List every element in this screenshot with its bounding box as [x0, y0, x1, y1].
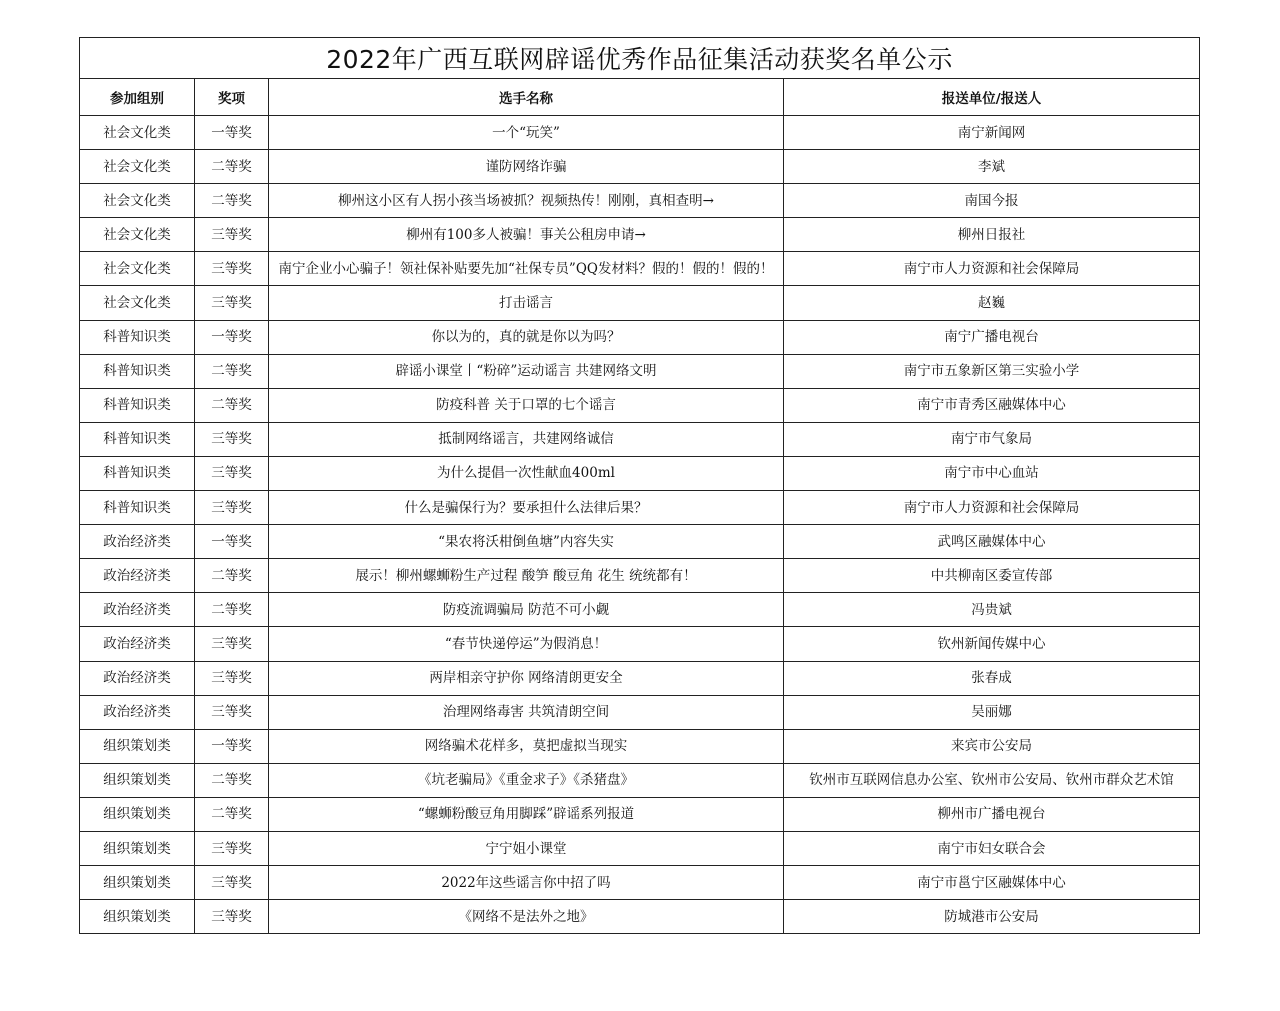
- cell-award: 二等奖: [195, 388, 269, 422]
- table-row: [80, 593, 1200, 627]
- cell-group: 科普知识类: [80, 456, 195, 490]
- table-row: [80, 388, 1200, 422]
- cell-group: 科普知识类: [80, 354, 195, 388]
- cell-work-name: “果农将沃柑倒鱼塘”内容失实: [269, 525, 784, 559]
- cell-submitter: 南宁市人力资源和社会保障局: [784, 252, 1200, 286]
- cell-work-name: 防疫科普 关于口罩的七个谣言: [269, 388, 784, 422]
- table-row: [80, 627, 1200, 661]
- cell-award: 三等奖: [195, 491, 269, 525]
- cell-submitter: 南宁新闻网: [784, 116, 1200, 150]
- award-list-sheet: [79, 37, 1199, 934]
- cell-group: 组织策划类: [80, 831, 195, 865]
- award-table: [79, 37, 1200, 934]
- cell-award: 三等奖: [195, 695, 269, 729]
- table-row: [80, 661, 1200, 695]
- cell-award: 二等奖: [195, 797, 269, 831]
- cell-work-name: 柳州这小区有人拐小孩当场被抓？视频热传！刚刚，真相查明→: [269, 184, 784, 218]
- cell-award: 一等奖: [195, 116, 269, 150]
- cell-group: 社会文化类: [80, 218, 195, 252]
- cell-award: 三等奖: [195, 627, 269, 661]
- cell-award: 三等奖: [195, 218, 269, 252]
- cell-group: 社会文化类: [80, 150, 195, 184]
- cell-submitter: 吴丽娜: [784, 695, 1200, 729]
- cell-group: 政治经济类: [80, 695, 195, 729]
- cell-award: 三等奖: [195, 286, 269, 320]
- cell-work-name: “螺蛳粉酸豆角用脚踩”辟谣系列报道: [269, 797, 784, 831]
- table-row: [80, 184, 1200, 218]
- cell-submitter: 南宁市五象新区第三实验小学: [784, 354, 1200, 388]
- cell-submitter: 柳州日报社: [784, 218, 1200, 252]
- cell-award: 二等奖: [195, 559, 269, 593]
- cell-work-name: 什么是骗保行为？要承担什么法律后果？: [269, 491, 784, 525]
- table-row: [80, 116, 1200, 150]
- cell-group: 政治经济类: [80, 661, 195, 695]
- column-header-group: 参加组别: [80, 79, 195, 116]
- table-row: [80, 525, 1200, 559]
- cell-award: 三等奖: [195, 866, 269, 900]
- cell-award: 一等奖: [195, 320, 269, 354]
- table-row: [80, 797, 1200, 831]
- cell-submitter: 南宁市中心血站: [784, 456, 1200, 490]
- cell-work-name: 一个“玩笑”: [269, 116, 784, 150]
- cell-submitter: 南宁市气象局: [784, 422, 1200, 456]
- cell-group: 政治经济类: [80, 559, 195, 593]
- cell-work-name: 打击谣言: [269, 286, 784, 320]
- cell-submitter: 钦州市互联网信息办公室、钦州市公安局、钦州市群众艺术馆: [784, 763, 1200, 797]
- cell-group: 科普知识类: [80, 320, 195, 354]
- cell-award: 三等奖: [195, 661, 269, 695]
- table-row: [80, 695, 1200, 729]
- cell-group: 社会文化类: [80, 252, 195, 286]
- cell-work-name: 为什么提倡一次性献血400ml: [269, 456, 784, 490]
- table-row: [80, 559, 1200, 593]
- cell-group: 科普知识类: [80, 422, 195, 456]
- cell-work-name: 治理网络毒害 共筑清朗空间: [269, 695, 784, 729]
- cell-group: 政治经济类: [80, 525, 195, 559]
- cell-work-name: “春节快递停运”为假消息！: [269, 627, 784, 661]
- table-row: [80, 422, 1200, 456]
- cell-award: 二等奖: [195, 184, 269, 218]
- cell-group: 政治经济类: [80, 593, 195, 627]
- cell-submitter: 武鸣区融媒体中心: [784, 525, 1200, 559]
- cell-work-name: 网络骗术花样多，莫把虚拟当现实: [269, 729, 784, 763]
- cell-award: 三等奖: [195, 252, 269, 286]
- cell-work-name: 你以为的，真的就是你以为吗？: [269, 320, 784, 354]
- column-header-submitter: 报送单位/报送人: [784, 79, 1200, 116]
- cell-award: 一等奖: [195, 729, 269, 763]
- cell-submitter: 南宁市邕宁区融媒体中心: [784, 866, 1200, 900]
- table-row: [80, 286, 1200, 320]
- cell-work-name: 宁宁姐小课堂: [269, 831, 784, 865]
- cell-award: 三等奖: [195, 456, 269, 490]
- cell-group: 科普知识类: [80, 491, 195, 525]
- cell-submitter: 中共柳南区委宣传部: [784, 559, 1200, 593]
- cell-work-name: 谨防网络诈骗: [269, 150, 784, 184]
- cell-submitter: 来宾市公安局: [784, 729, 1200, 763]
- cell-group: 社会文化类: [80, 116, 195, 150]
- table-row: [80, 320, 1200, 354]
- cell-work-name: 两岸相亲守护你 网络清朗更安全: [269, 661, 784, 695]
- cell-submitter: 张春成: [784, 661, 1200, 695]
- cell-work-name: 辟谣小课堂丨“粉碎”运动谣言 共建网络文明: [269, 354, 784, 388]
- table-row: [80, 866, 1200, 900]
- cell-group: 组织策划类: [80, 729, 195, 763]
- cell-group: 社会文化类: [80, 286, 195, 320]
- cell-submitter: 冯贵斌: [784, 593, 1200, 627]
- table-body: [80, 116, 1200, 934]
- cell-award: 二等奖: [195, 593, 269, 627]
- cell-award: 三等奖: [195, 900, 269, 934]
- cell-submitter: 赵巍: [784, 286, 1200, 320]
- cell-award: 三等奖: [195, 422, 269, 456]
- cell-group: 社会文化类: [80, 184, 195, 218]
- column-header-work-name: 选手名称: [269, 79, 784, 116]
- table-row: [80, 900, 1200, 934]
- table-row: [80, 831, 1200, 865]
- cell-work-name: 2022年这些谣言你中招了吗: [269, 866, 784, 900]
- cell-submitter: 南宁市人力资源和社会保障局: [784, 491, 1200, 525]
- table-row: [80, 218, 1200, 252]
- cell-work-name: 《网络不是法外之地》: [269, 900, 784, 934]
- table-row: [80, 354, 1200, 388]
- cell-work-name: 展示！柳州螺蛳粉生产过程 酸笋 酸豆角 花生 统统都有！: [269, 559, 784, 593]
- cell-group: 组织策划类: [80, 866, 195, 900]
- table-header-row: [80, 79, 1200, 116]
- page-title: 2022年广西互联网辟谣优秀作品征集活动获奖名单公示: [80, 38, 1200, 79]
- cell-award: 二等奖: [195, 150, 269, 184]
- cell-work-name: 防疫流调骗局 防范不可小觑: [269, 593, 784, 627]
- table-row: [80, 150, 1200, 184]
- cell-group: 组织策划类: [80, 797, 195, 831]
- cell-group: 组织策划类: [80, 763, 195, 797]
- cell-submitter: 南国今报: [784, 184, 1200, 218]
- cell-award: 三等奖: [195, 831, 269, 865]
- table-row: [80, 456, 1200, 490]
- cell-submitter: 李斌: [784, 150, 1200, 184]
- cell-work-name: 南宁企业小心骗子！领社保补贴要先加“社保专员”QQ发材料？假的！假的！假的！: [269, 252, 784, 286]
- cell-group: 组织策划类: [80, 900, 195, 934]
- column-header-award: 奖项: [195, 79, 269, 116]
- cell-submitter: 南宁市青秀区融媒体中心: [784, 388, 1200, 422]
- table-row: [80, 763, 1200, 797]
- table-row: [80, 252, 1200, 286]
- cell-work-name: 抵制网络谣言，共建网络诚信: [269, 422, 784, 456]
- cell-award: 二等奖: [195, 354, 269, 388]
- cell-submitter: 南宁广播电视台: [784, 320, 1200, 354]
- cell-award: 一等奖: [195, 525, 269, 559]
- cell-submitter: 柳州市广播电视台: [784, 797, 1200, 831]
- cell-work-name: 柳州有100多人被骗！事关公租房申请→: [269, 218, 784, 252]
- cell-work-name: 《坑老骗局》《重金求子》《杀猪盘》: [269, 763, 784, 797]
- cell-submitter: 钦州新闻传媒中心: [784, 627, 1200, 661]
- table-row: [80, 491, 1200, 525]
- cell-submitter: 南宁市妇女联合会: [784, 831, 1200, 865]
- table-row: [80, 729, 1200, 763]
- cell-submitter: 防城港市公安局: [784, 900, 1200, 934]
- cell-award: 二等奖: [195, 763, 269, 797]
- cell-group: 科普知识类: [80, 388, 195, 422]
- cell-group: 政治经济类: [80, 627, 195, 661]
